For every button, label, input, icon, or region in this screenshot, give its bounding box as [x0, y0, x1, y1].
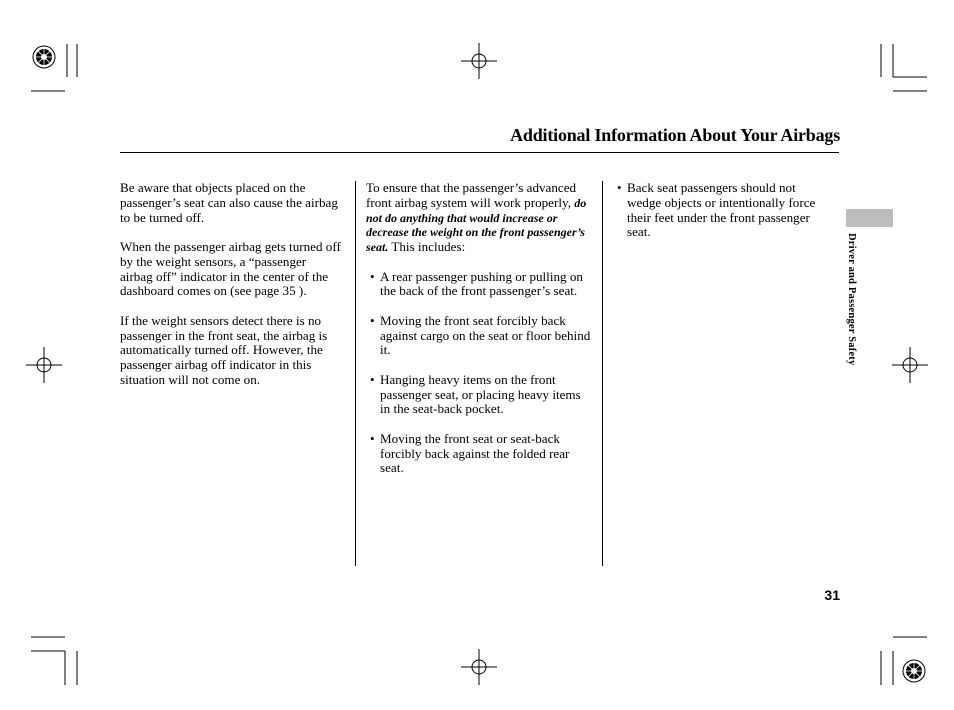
- registration-mark-icon: [461, 43, 497, 79]
- bullet-icon: •: [370, 268, 375, 284]
- bullet-icon: •: [370, 312, 375, 328]
- bullet-icon: •: [617, 180, 622, 195]
- column-divider: [602, 181, 603, 566]
- section-tab: [846, 209, 893, 227]
- list-item: [613, 181, 831, 240]
- list-item-text: Moving the front seat forcibly back against cargo on the seat or floor behind it.: [380, 312, 591, 358]
- list-item: [366, 432, 592, 476]
- starburst-target-icon: [33, 46, 55, 68]
- crop-mark-icon: [881, 637, 927, 685]
- registration-mark-icon: [892, 347, 928, 383]
- section-tab-label: Driver and Passenger Safety: [846, 233, 857, 366]
- title-rule: [120, 152, 839, 153]
- registration-mark-icon: [26, 347, 62, 383]
- list-item-text: Hanging heavy items on the front passenger seat, or placing heavy items in the seat-back pocket.: [380, 371, 581, 417]
- column-2: [366, 181, 592, 491]
- page-title: Additional Information About Your Airbags: [510, 125, 840, 145]
- list-item-text: A rear passenger pushing or pulling on the back of the front passenger’s seat.: [380, 268, 583, 299]
- list-item-text: Moving the front seat or seat-back forcibly back against the folded rear seat.: [380, 430, 570, 476]
- paragraph: If the weight sensors detect there is no passenger in the front seat, the airbag is automatically turned off. However, the passenger airbag off indicator in this situation will not come on.: [120, 312, 328, 387]
- registration-mark-icon: [461, 649, 497, 685]
- crop-mark-icon: [31, 44, 77, 91]
- emphasis-warning: do not do anything that would increase or decrease the weight on the front passenger’s seat.: [366, 195, 587, 255]
- paragraph: When the passenger airbag gets turned off by the weight sensors, a “passenger airbag off” indicator in the center of the dashboard comes on (see page 35 ).: [120, 238, 341, 299]
- column-1: [120, 181, 342, 402]
- bullet-icon: •: [370, 371, 375, 387]
- crop-mark-icon: [31, 637, 77, 685]
- intro-text: To ensure that the passenger’s advanced front airbag system will work properly,: [366, 180, 577, 210]
- list-item-text: Back seat passengers should not wedge objects or intentionally force their feet under the front passenger seat.: [627, 180, 816, 240]
- page-number: 31: [824, 587, 840, 603]
- list-item: [366, 270, 592, 300]
- column-3: [613, 181, 831, 255]
- bullet-icon: •: [370, 430, 375, 446]
- column-divider: [355, 181, 356, 566]
- list-item: [366, 373, 592, 417]
- paragraph: Be aware that objects placed on the passenger’s seat can also cause the airbag to be turned off.: [120, 180, 338, 225]
- intro-paragraph: [366, 181, 592, 255]
- list-item: [366, 314, 592, 358]
- intro-text: This includes:: [391, 239, 466, 255]
- crop-mark-icon: [881, 44, 927, 91]
- starburst-target-icon: [903, 660, 925, 682]
